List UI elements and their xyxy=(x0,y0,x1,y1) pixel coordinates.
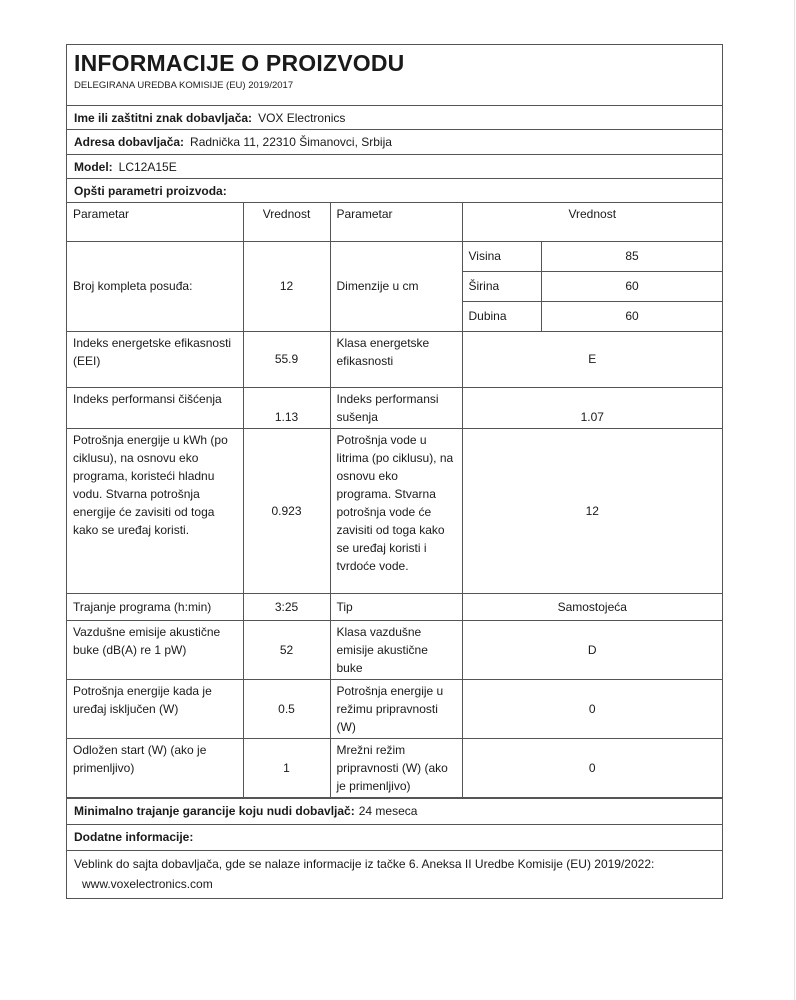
dimension-value: 60 xyxy=(542,301,723,331)
dimension-label: Širina xyxy=(463,271,542,301)
weblink-row xyxy=(67,851,722,898)
model-label: Model: xyxy=(74,159,113,174)
value-right: 12 xyxy=(462,428,722,593)
table-header-row xyxy=(67,203,722,241)
param-right: Dimenzije u cm xyxy=(330,241,462,331)
parameters-table xyxy=(67,203,722,798)
header-vrednost-right: Vrednost xyxy=(462,203,722,241)
param-left: Potrošnja energije kada je uređaj isključen (W) xyxy=(67,679,243,738)
param-right: Klasa energetske efikasnosti xyxy=(330,331,462,387)
value-left: 1.13 xyxy=(243,387,330,428)
header-vrednost-left: Vrednost xyxy=(243,203,330,241)
weblink-text: Veblink do sajta dobavljača, gde se nalaze informacije iz tačke 6. Aneksa II Uredbe Komisije (EU) 2019/2022: xyxy=(74,856,655,871)
dimensions-cell xyxy=(462,241,722,331)
warranty-label: Minimalno trajanje garancije koju nudi dobavljač: xyxy=(74,804,355,818)
dimension-row xyxy=(463,301,723,331)
header-parametar-left: Parametar xyxy=(67,203,243,241)
model-row xyxy=(67,155,722,179)
additional-info-label: Dodatne informacije: xyxy=(74,830,194,844)
param-left: Indeks energetske efikasnosti (EEI) xyxy=(67,331,243,387)
supplier-address-row xyxy=(67,130,722,155)
dimensions-table xyxy=(463,242,723,331)
weblink-url[interactable]: www.voxelectronics.com xyxy=(82,876,213,891)
param-right: Potrošnja energije u režimu pripravnosti (W) xyxy=(330,679,462,738)
product-information-sheet xyxy=(66,44,723,899)
regulation-subtitle: DELEGIRANA UREDBA KOMISIJE (EU) 2019/2017 xyxy=(74,80,294,91)
table-row xyxy=(67,331,722,387)
table-row xyxy=(67,387,722,428)
value-left: 0.5 xyxy=(243,679,330,738)
page-edge-divider xyxy=(794,0,795,1000)
supplier-name-label: Ime ili zaštitni znak dobavljača: xyxy=(74,110,253,125)
param-left: Odložen start (W) (ako je primenljivo) xyxy=(67,738,243,797)
param-right: Klasa vazdušne emisije akustične buke xyxy=(330,620,462,679)
general-params-row xyxy=(67,179,722,203)
parameters-table-wrap xyxy=(67,203,722,799)
table-row xyxy=(67,241,722,331)
param-right: Mrežni režim pripravnosti (W) (ako je primenljivo) xyxy=(330,738,462,797)
table-row xyxy=(67,679,722,738)
value-left: 1 xyxy=(243,738,330,797)
general-params-label: Opšti parametri proizvoda: xyxy=(74,183,227,198)
param-right: Potrošnja vode u litrima (po ciklusu), na osnovu eko programa. Stvarna potrošnja vode će zavisiti od toga kako se uređaj koristi i tvrdoće vode. xyxy=(330,428,462,593)
header-parametar-right: Parametar xyxy=(330,203,462,241)
dimension-row xyxy=(463,242,723,272)
model-value: LC12A15E xyxy=(118,159,177,174)
page-title: INFORMACIJE O PROIZVODU xyxy=(74,50,405,76)
value-left: 12 xyxy=(243,241,330,331)
dimension-label: Dubina xyxy=(463,301,542,331)
param-right: Tip xyxy=(330,593,462,620)
table-row xyxy=(67,620,722,679)
supplier-address-label: Adresa dobavljača: xyxy=(74,135,185,149)
warranty-row xyxy=(67,799,722,825)
param-left: Trajanje programa (h:min) xyxy=(67,593,243,620)
supplier-name-value: VOX Electronics xyxy=(258,110,346,125)
table-row xyxy=(67,593,722,620)
value-right: 0 xyxy=(462,738,722,797)
dimension-row xyxy=(463,271,723,301)
value-left: 3:25 xyxy=(243,593,330,620)
param-left: Potrošnja energije u kWh (po ciklusu), na osnovu eko programa, koristeći hladnu vodu. Stvarna potrošnja energije će zavisiti od toga kako se uređaj koristi. xyxy=(67,428,243,593)
table-row xyxy=(67,738,722,797)
value-right: Samostojeća xyxy=(462,593,722,620)
param-left: Vazdušne emisije akustične buke (dB(A) re 1 pW) xyxy=(67,620,243,679)
param-left: Indeks performansi čišćenja xyxy=(67,387,243,428)
supplier-address-value: Radnička 11, 22310 Šimanovci, Srbija xyxy=(190,135,392,149)
param-left: Broj kompleta posuđa: xyxy=(67,241,243,331)
dimension-label: Visina xyxy=(463,242,542,272)
warranty-value: 24 meseca xyxy=(358,804,418,818)
dimension-value: 60 xyxy=(542,271,723,301)
param-right: Indeks performansi sušenja xyxy=(330,387,462,428)
value-right: 0 xyxy=(462,679,722,738)
value-right: E xyxy=(462,331,722,387)
header-block xyxy=(67,45,722,106)
value-right: D xyxy=(462,620,722,679)
value-right: 1.07 xyxy=(462,387,722,428)
value-left: 52 xyxy=(243,620,330,679)
value-left: 0.923 xyxy=(243,428,330,593)
value-left: 55.9 xyxy=(243,331,330,387)
supplier-name-row xyxy=(67,106,722,130)
table-row xyxy=(67,428,722,593)
additional-info-row xyxy=(67,825,722,851)
dimension-value: 85 xyxy=(542,242,723,272)
